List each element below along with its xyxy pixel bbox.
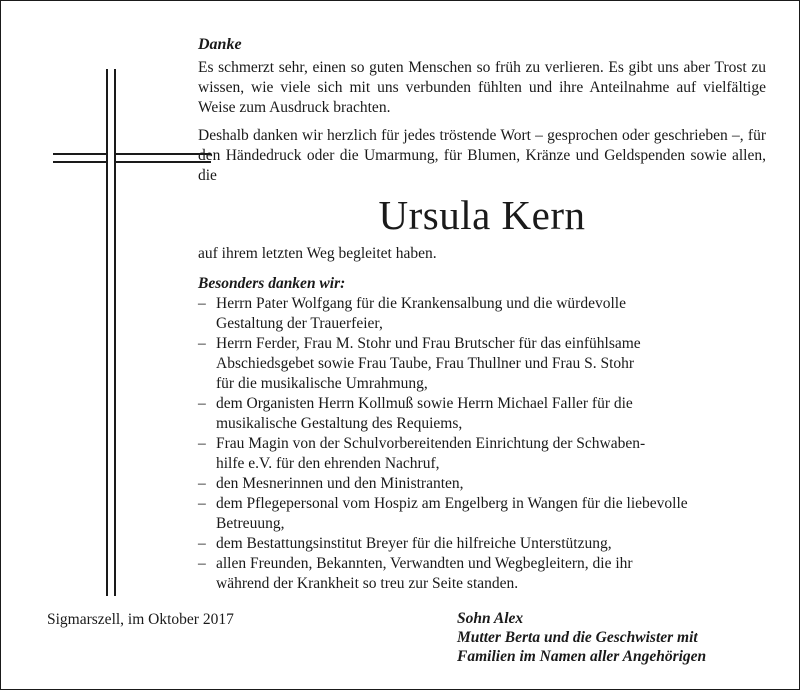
intro-paragraph: Es schmerzt sehr, einen so guten Menschen so früh zu verlieren. Es gibt uns aber Trost zu wissen, wie viele sich mit uns verbunden fühlten und ihre Anteilnahme auf vielfältige Weise zum Ausdruck brachten. (198, 59, 766, 116)
list-item (198, 474, 766, 494)
list-item-line: allen Freunden, Bekannten, Verwandten und Wegbegleitern, die ihr (216, 555, 633, 572)
notice-heading: Danke (198, 36, 242, 53)
list-item-line: musikalische Gestaltung des Requiems, (216, 415, 463, 432)
list-item-line: dem Organisten Herrn Kollmuß sowie Herrn Michael Faller für die (216, 395, 633, 412)
list-dash: – (198, 295, 206, 312)
list-item (198, 494, 766, 534)
cross-vertical-line (106, 69, 108, 596)
list-item (198, 294, 766, 334)
cross-icon (39, 69, 211, 596)
list-dash: – (198, 335, 206, 352)
cross-horizontal-line (53, 161, 107, 163)
list-item (198, 394, 766, 434)
signer-line: Sohn Alex (457, 610, 524, 627)
list-item-line: Herrn Pater Wolfgang für die Krankensalbung und die würdevolle (216, 295, 626, 312)
special-thanks-list (198, 294, 766, 594)
list-item-line: Gestaltung der Trauerfeier, (216, 315, 383, 332)
thanks-paragraph: Deshalb danken wir herzlich für jedes tröstende Wort – gesprochen oder geschrieben –, für den Händedruck oder die Umarmung, für Blumen, Kränze und Geldspenden sowie allen, die (198, 127, 766, 184)
list-dash: – (198, 435, 206, 452)
signers-block (457, 609, 706, 666)
list-item (198, 434, 766, 474)
list-item-line: den Mesnerinnen und den Ministranten, (216, 475, 464, 492)
list-item-line: Frau Magin von der Schulvorbereitenden Einrichtung der Schwaben- (216, 435, 646, 452)
list-item (198, 534, 766, 554)
cross-horizontal-line (115, 161, 211, 163)
list-item (198, 334, 766, 394)
list-dash: – (198, 555, 206, 572)
cross-vertical-line (114, 69, 116, 596)
list-item-line: für die musikalische Umrahmung, (216, 375, 428, 392)
notice-body (198, 35, 766, 594)
list-item-line: Herrn Ferder, Frau M. Stohr und Frau Brutscher für das einfühlsame (216, 335, 641, 352)
list-item-line: dem Pflegepersonal vom Hospiz am Engelberg in Wangen für die liebevolle (216, 495, 688, 512)
spacer (198, 118, 766, 126)
list-item (198, 554, 766, 594)
list-item-line: dem Bestattungsinstitut Breyer für die hilfreiche Unterstützung, (216, 535, 612, 552)
special-thanks-heading: Besonders danken wir: (198, 275, 346, 292)
list-item-line: Betreuung, (216, 515, 285, 532)
signer-line: Mutter Berta und die Geschwister mit (457, 629, 698, 646)
list-item-line: während der Krankheit so treu zur Seite standen. (216, 575, 519, 592)
place-date: Sigmarszell, im Oktober 2017 (47, 611, 234, 628)
cross-horizontal-line (53, 153, 107, 155)
list-dash: – (198, 535, 206, 552)
list-item-line: Abschiedsgebet sowie Frau Taube, Frau Thullner und Frau S. Stohr (216, 355, 635, 372)
deceased-name: Ursula Kern (378, 192, 586, 238)
list-dash: – (198, 395, 206, 412)
list-dash: – (198, 495, 206, 512)
list-item-line: hilfe e.V. für den ehrenden Nachruf, (216, 455, 440, 472)
signer-line: Familien im Namen aller Angehörigen (457, 648, 707, 665)
list-dash: – (198, 475, 206, 492)
after-name-text: auf ihrem letzten Weg begleitet haben. (198, 245, 437, 262)
cross-horizontal-line (115, 153, 211, 155)
